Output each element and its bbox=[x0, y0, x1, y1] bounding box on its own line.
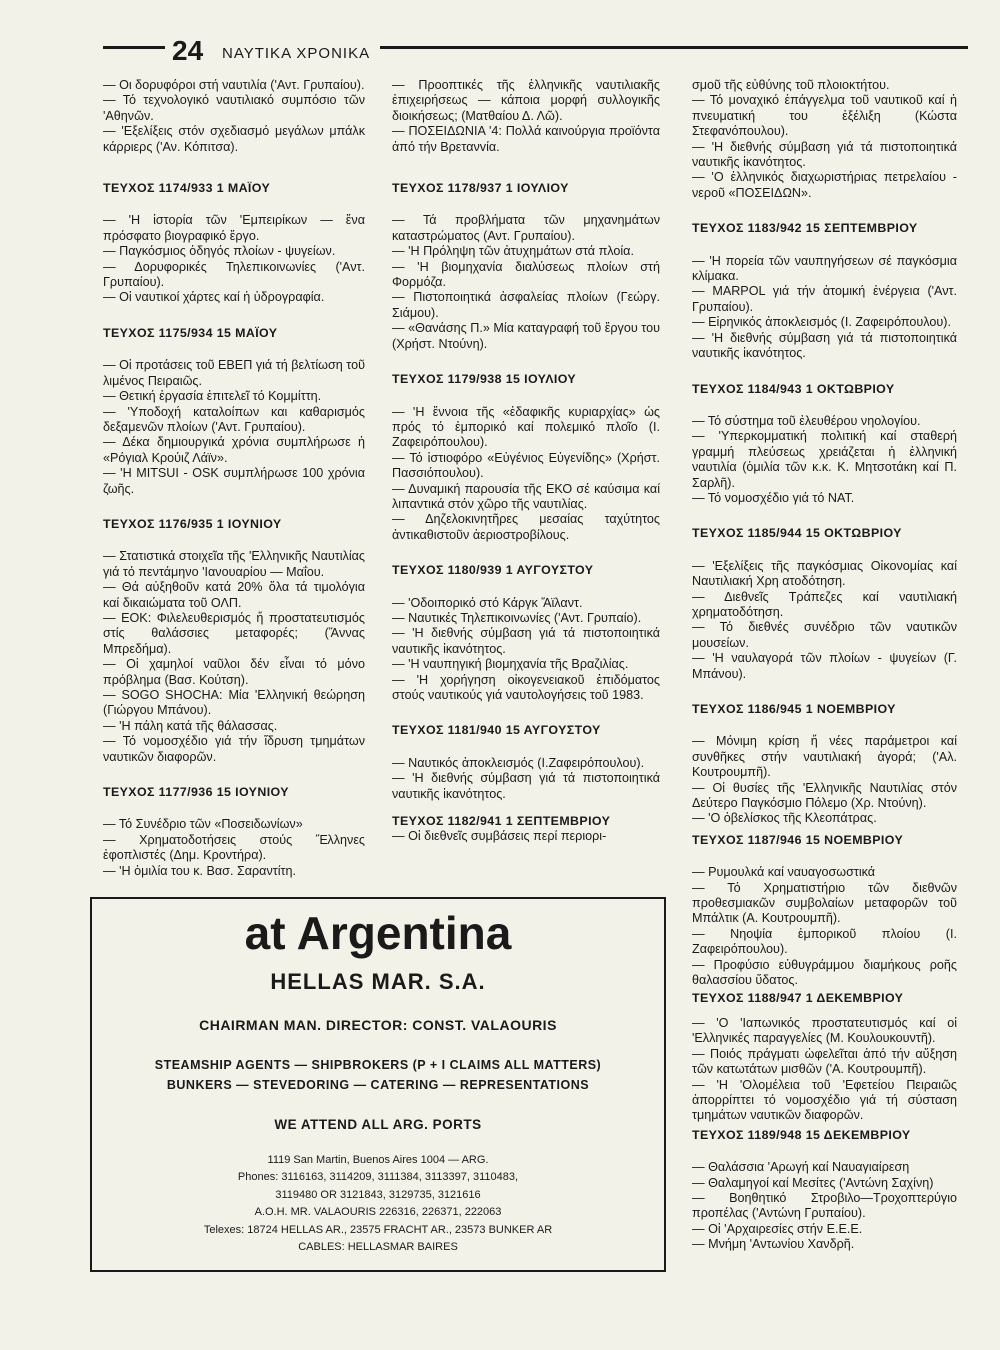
issue-1187-heading: ΤΕΥΧΟΣ 1187/946 15 ΝΟΕΜΒΡΙΟΥ bbox=[692, 832, 904, 847]
list-item: — Οἱ 'Αρχαιρεσίες στήν Ε.Ε.Ε. bbox=[692, 1221, 863, 1236]
issue-1184-heading: ΤΕΥΧΟΣ 1184/943 1 ΟΚΤΩΒΡΙΟΥ bbox=[692, 381, 895, 396]
list-item: — 'Η ἔννοια τῆς «ἐδαφικῆς κυριαρχίας» ὡς πρός τό ἐμπορικό καί πολεμικό πλοῖο (Ι. Ζαφειρόπουλου). bbox=[392, 404, 660, 450]
list-item: — 'Η βιομηχανία διαλύσεως πλοίων στή Φορμόζα. bbox=[392, 259, 660, 290]
ad-company-name: HELLAS MAR. S.A. bbox=[270, 969, 486, 994]
list-item: — 'Η MITSUI - OSK συμπλήρωσε 100 χρόνια ζωῆς. bbox=[103, 466, 365, 496]
magazine-title: ΝΑΥΤΙΚΑ ΧΡΟΝΙΚΑ bbox=[222, 45, 371, 62]
issue-1189-heading: ΤΕΥΧΟΣ 1189/948 15 ΔΕΚΕΜΒΡΙΟΥ bbox=[692, 1127, 911, 1142]
list-item: — Προοπτικές τῆς ἑλληνικῆς ναυτιλιακῆς ἐπιχειρήσεως — κάποια μορφή συλλογικῆς διοικήσεως; (Ματθαίου Δ. Λῶ). bbox=[392, 78, 660, 123]
list-item: — Δυναμική παρουσία τῆς ΕΚΟ σέ καύσιμα καί λιπαντικά στόν χῶρο τῆς ναυτιλίας. bbox=[392, 481, 660, 511]
page-number: 24 bbox=[172, 35, 204, 66]
list-item: — Τό τεχνολογικό ναυτιλιακό συμπόσιο τῶν 'Αθηνῶν. bbox=[103, 93, 365, 123]
header-rule-left bbox=[103, 46, 165, 49]
list-item: — 'Υποδοχή καταλοίπων και καθαρισμός δεξαμενῶν πλοίων ('Αντ. Γρυπαίου). bbox=[103, 404, 365, 434]
list-item: — Τά προβλήματα τῶν μηχανημάτων καταστρώματος (Αντ. Γρυπαίου). bbox=[392, 213, 660, 243]
list-item: — Ναυτικός ἀποκλεισμός (Ι.Ζαφειρόπουλου). bbox=[392, 755, 645, 770]
list-item: — 'Η διεθνής σύμβαση γιά τά πιστοποιητικά ναυτικῆς ἱκανότητος. bbox=[392, 626, 660, 656]
list-item: — 'Η πορεία τῶν ναυπηγήσεων σέ παγκόσμια κλίμακα. bbox=[692, 253, 957, 284]
list-item: — 'Η 'Ολομέλεια τοῦ 'Εφετείου Πειραιῶς ἀπορρίπτει τό νομοσχέδιο γιά τή σύσταση τμημάτων ναυτικῶν διαφορῶν. bbox=[692, 1077, 957, 1123]
list-item: — Τό νομοσχέδιο γιά τήν ἵδρυση τμημάτων ναυτικῶν διαφορῶν. bbox=[103, 734, 365, 764]
list-item: — Βοηθητικό Στροβιλο—Τροχοπτερύγιο προπέλας ('Αντώνη Γρυπαίου). bbox=[692, 1190, 957, 1221]
list-item: — Τό μοναχικό ἐπάγγελμα τοῦ ναυτικοῦ καί ἡ πνευματική του ἐξέλιξη (Κώστα Στεφανόπουλου). bbox=[692, 93, 957, 139]
issue-1180-heading: ΤΕΥΧΟΣ 1180/939 1 ΑΥΓΟΥΣΤΟΥ bbox=[392, 563, 594, 578]
list-item: — Τό διεθνές συνέδριο τῶν ναυτικῶν μουσείων. bbox=[692, 620, 957, 650]
list-item: — Δέκα δημιουργικά χρόνια συμπλήρωσε ἡ «Ρόγιαλ Κρούιζ Λάϊν». bbox=[103, 435, 365, 465]
list-item: — 'Υπερκομματική πολιτική καί σταθερή γραμμή πλεύσεως χρειάζεται ἡ ἑλληνική ναυτιλία (ὁμιλία τῶν κ.κ. Κ. Μητσοτάκη καί Π. Σαρλῆ). bbox=[692, 429, 957, 490]
list-item: — 'Η πάλη κατά τῆς θάλασσας. bbox=[103, 718, 278, 733]
list-item: — Τό ἱστιοφόρο «Εὐγένιος Εὐγενίδης» (Χρήστ. Πασσιόπουλου). bbox=[392, 450, 660, 481]
ad-telexes: Telexes: 18724 HELLAS AR., 23575 FRACHT AR., 23573 BUNKER AR bbox=[203, 1223, 553, 1236]
ad-contact-block bbox=[92, 1152, 664, 1256]
list-item: — Οἱ προτάσεις τοῦ ΕΒΕΠ γιά τή βελτίωση τοῦ λιμένος Πειραιῶς. bbox=[103, 358, 365, 388]
list-item: — Δηζελοκινητῆρες μεσαίας ταχύτητος ἀντικαθιστοῦν ἀεριοστροβίλους. bbox=[392, 512, 660, 542]
list-item: — Οι δορυφόροι στή ναυτιλία ('Αντ. Γρυπαίου). bbox=[103, 78, 365, 92]
issue-1174-heading: ΤΕΥΧΟΣ 1174/933 1 ΜΑΪΟΥ bbox=[103, 181, 271, 196]
list-item: — 'Ο 'Ιαπωνικός προστατευτισμός καί οἱ 'Ελληνικές παραγγελίες (Μ. Κουλουκουντῆ). bbox=[692, 1015, 957, 1046]
list-item: — 'Ο ὀβελίσκος τῆς Κλεοπάτρας. bbox=[692, 811, 877, 826]
list-item: — Θαλάσσια 'Αρωγή καί Ναυαγιαίρεση bbox=[692, 1160, 910, 1175]
issue-1181-heading: ΤΕΥΧΟΣ 1181/940 15 ΑΥΓΟΥΣΤΟΥ bbox=[392, 723, 601, 738]
issue-1176-heading: ΤΕΥΧΟΣ 1176/935 1 ΙΟΥΝΙΟΥ bbox=[103, 516, 282, 531]
list-item: — Θά αὐξηθοῦν κατά 20% ὅλα τά τιμολόγια καί δικαιώματα τοῦ ΟΛΠ. bbox=[103, 580, 365, 610]
ad-cables: CABLES: HELLASMAR BAIRES bbox=[298, 1241, 458, 1254]
list-item: — 'Η ἱστορία τῶν 'Εμπειρίκων — ἕνα πρόσφατο βιογραφικό ἔργο. bbox=[103, 213, 365, 243]
column-1 bbox=[103, 78, 365, 879]
list-item: — Τό Συνέδριο τῶν «Ποσειδωνίων» bbox=[103, 817, 303, 832]
list-item: — Διεθνεῖς Τράπεζες καί ναυτιλιακή χρηματοδότηση. bbox=[692, 589, 957, 619]
ad-chairman: CHAIRMAN MAN. DIRECTOR: CONST. VALAOURIS bbox=[199, 1017, 557, 1033]
col1-intro bbox=[103, 78, 365, 155]
ad-headline: at Argentina bbox=[244, 907, 512, 959]
list-item: — 'Η διεθνής σύμβαση γιά τά πιστοποιητικά ναυτικῆς ἱκανότητος. bbox=[392, 771, 660, 801]
list-item: — 'Η χορήγηση οἰκογενειακοῦ ἐπιδόματος στούς ναυτικούς γιά ναυτολογήσεις τοῦ 1983. bbox=[392, 672, 660, 702]
ad-attend-ports: WE ATTEND ALL ARG. PORTS bbox=[274, 1117, 482, 1132]
list-item: — SOGO SHOCHA: Μία 'Ελληνική θεώρηση (Γιώργου Μπάνου). bbox=[103, 688, 365, 718]
issue-1179-heading: ΤΕΥΧΟΣ 1179/938 15 ΙΟΥΛΙΟΥ bbox=[392, 372, 577, 387]
list-item: — Ρυμουλκά καί ναυαγοσωστικά bbox=[692, 865, 876, 880]
issue-1178-heading: ΤΕΥΧΟΣ 1178/937 1 ΙΟΥΛΙΟΥ bbox=[392, 181, 569, 196]
list-item: — 'Εξελίξεις τῆς παγκόσμιας Οἰκονομίας καί Ναυτιλιακή Χρη ατοδότηση. bbox=[692, 558, 957, 589]
list-item: — Οἱ διεθνεῖς συμβάσεις περί περιορι- bbox=[392, 829, 607, 844]
issue-1182-heading: ΤΕΥΧΟΣ 1182/941 1 ΣΕΠΤΕΜΒΡΙΟΥ bbox=[392, 814, 611, 829]
issue-1186-heading: ΤΕΥΧΟΣ 1186/945 1 ΝΟΕΜΒΡΙΟΥ bbox=[692, 702, 896, 716]
list-item: — Οἱ ναυτικοί χάρτες καί ἡ ὑδρογραφία. bbox=[103, 290, 325, 305]
list-item: σμοῦ τῆς εὐθύνης τοῦ πλοιοκτήτου. bbox=[692, 78, 890, 92]
list-item: — Προφύσιο εὐθυγράμμου διαμήκους ροῆς θαλασσίου ὕδατος. bbox=[692, 957, 957, 988]
ad-services-line-1: STEAMSHIP AGENTS — SHIPBROKERS (P + I CLAIMS ALL MATTERS) bbox=[154, 1058, 602, 1072]
list-item: — Οἱ θυσίες τῆς 'Ελληνικῆς Ναυτιλίας στόν Δεύτερο Παγκόσμιο Πόλεμο (Χρ. Ντούνη). bbox=[692, 780, 957, 811]
list-item: — Παγκόσμιος ὁδηγός πλοίων - ψυγείων. bbox=[103, 244, 336, 259]
list-item: — ΠΟΣΕΙΔΩΝΙΑ '4: Πολλά καινούργια προϊόντα ἀπό τήν Βρετανvία. bbox=[392, 124, 660, 154]
list-item: — Δορυφορικές Τηλεπικοινωνίες ('Αντ. Γρυπαίου). bbox=[103, 259, 365, 290]
list-item: — Τό νομοσχέδιο γιά τό ΝΑΤ. bbox=[692, 490, 855, 505]
list-item: — Χρηματοδοτήσεις στούς Ἕλληνες ἐφοπλιστές (Δημ. Κροντήρα). bbox=[103, 832, 365, 863]
list-item: — 'Οδοιπορικό στό Κάργκ Ἄϊλαντ. bbox=[392, 595, 583, 610]
ad-address: 1119 San Martin, Buenos Aires 1004 — ARG. bbox=[267, 1154, 489, 1166]
list-item: — «Θανάσης Π.» Μία καταγραφή τοῦ ἔργου του (Χρήστ. Ντούνη). bbox=[392, 321, 660, 351]
list-item: — ΕΟΚ: Φιλελευθερισμός ἤ προστατευτισμός στίς θαλάσσιες μεταφορές; (Ἄννας Μπρεδήμα). bbox=[103, 610, 365, 656]
list-item: — Εἰρηνικός ἀποκλεισμός (Ι. Ζαφειρόπουλου). bbox=[692, 315, 951, 330]
list-item: — 'Η ναυπηγική βιομηχανία τῆς Βραζιλίας. bbox=[392, 657, 629, 672]
list-item: — MARPOL γιά τήν ἀτομική ἐνέργεια ('Αντ. Γρυπαίου). bbox=[692, 284, 957, 314]
list-item: — Θαλαμηγοί καί Μεσίτες ('Αντώνη Σαχίνη) bbox=[692, 1175, 934, 1190]
ad-phones-2: 3119480 OR 3121843, 3129735, 3121616 bbox=[275, 1188, 481, 1201]
list-item: — Στατιστικά στοιχεῖα τῆς 'Ελληνικῆς Ναυτιλίας γιά τό πεντάμηνο 'Ιανουαρίου — Μαΐου. bbox=[103, 549, 365, 579]
list-item: — 'Εξελίξεις στόν σχεδιασμό μεγάλων μπάλκ κάρριερς ('Αν. Κόπιτσα). bbox=[103, 124, 365, 154]
list-item: — Ποιός πράγματι ὠφελεῖται ἀπό τήν αὔξηση τῶν κατωτάτων μισθῶν ('Α. Κουτρουμπῆ). bbox=[692, 1046, 957, 1077]
header-rule-right bbox=[380, 46, 968, 49]
column-2 bbox=[392, 78, 660, 845]
advertisement-box bbox=[90, 897, 666, 1272]
list-item: — Τό Χρηματιστήριο τῶν διεθνῶν προθεσμιακῶν συμβολαίων μεταφορῶν τοῦ Μπάλτικ (Α. Κουτρουμπῆ). bbox=[692, 880, 957, 926]
list-item: — Θετική ἐργασία ἐπιτελεῖ τό Κομμίττη. bbox=[103, 389, 322, 404]
column-3 bbox=[692, 78, 957, 1253]
list-item: — Πιστοποιητικά ἀσφαλείας πλοίων (Γεώργ. Σιάμου). bbox=[392, 290, 660, 320]
issue-1175-heading: ΤΕΥΧΟΣ 1175/934 15 ΜΑΪΟΥ bbox=[103, 325, 278, 340]
issue-1183-heading: ΤΕΥΧΟΣ 1183/942 15 ΣΕΠΤΕΜΒΡΙΟΥ bbox=[692, 221, 918, 236]
list-item: — Οἱ χαμηλοί ναῦλοι δέν εἶναι τό μόνο πρόβλημα (Βασ. Κούτση). bbox=[103, 657, 365, 687]
list-item: — 'Η Πρόληψη τῶν ἀτυχημάτων στά πλοία. bbox=[392, 244, 634, 259]
list-item: — Τό σύστημα τοῦ ἐλευθέρου νηολογίου. bbox=[692, 413, 921, 428]
list-item: — 'Η διεθνής σύμβαση γιά τά πιστοποιητικά ναυτικῆς ἱκανότητος. bbox=[692, 330, 957, 361]
issue-1188-heading: ΤΕΥΧΟΣ 1188/947 1 ΔΕΚΕΜΒΡΙΟΥ bbox=[692, 990, 904, 1005]
ad-services-line-2: BUNKERS — STEVEDORING — CATERING — REPRESENTATIONS bbox=[166, 1078, 590, 1092]
list-item: — Νηοψία ἐμπορικοῦ πλοίου (Ι. Ζαφειρόπουλου). bbox=[692, 926, 957, 957]
list-item: — 'Η ὁμιλία του κ. Βασ. Σαραντίτη. bbox=[103, 863, 297, 878]
list-item: — Μνήμη 'Αντωνίου Χανδρῆ. bbox=[692, 1237, 855, 1252]
ad-phones-1: Phones: 3116163, 3114209, 3111384, 3113397, 3110483, bbox=[237, 1171, 519, 1184]
ad-aoh: A.O.H. MR. VALAOURIS 226316, 226371, 222063 bbox=[254, 1206, 502, 1219]
list-item: — 'Η ναυλαγορά τῶν πλοίων - ψυγείων (Γ. Μπάνου). bbox=[692, 651, 957, 681]
list-item: — 'Ο ἑλληνικός διαχωριστήριας πετρελαίου - νεροῦ «ΠΟΣΕΙΔΩΝ». bbox=[692, 170, 957, 200]
issue-1185-heading: ΤΕΥΧΟΣ 1185/944 15 ΟΚΤΩΒΡΙΟΥ bbox=[692, 526, 902, 541]
issue-1177-heading: ΤΕΥΧΟΣ 1177/936 15 ΙΟΥΝΙΟΥ bbox=[103, 785, 289, 800]
list-item: — 'Η διεθνής σύμβαση γιά τά πιστοποιητικά ναυτικῆς ἱκανότητος. bbox=[692, 139, 957, 170]
list-item: — Ναυτικές Τηλεπικοινωνίες ('Αντ. Γρυπαίο). bbox=[392, 610, 642, 625]
list-item: — Μόνιμη κρίση ἤ νέες παράμετροι καί συνθῆκες στήν ναυτιλιακή ἀγορά; ('Αλ. Κουτρουμπῆ). bbox=[692, 734, 957, 780]
